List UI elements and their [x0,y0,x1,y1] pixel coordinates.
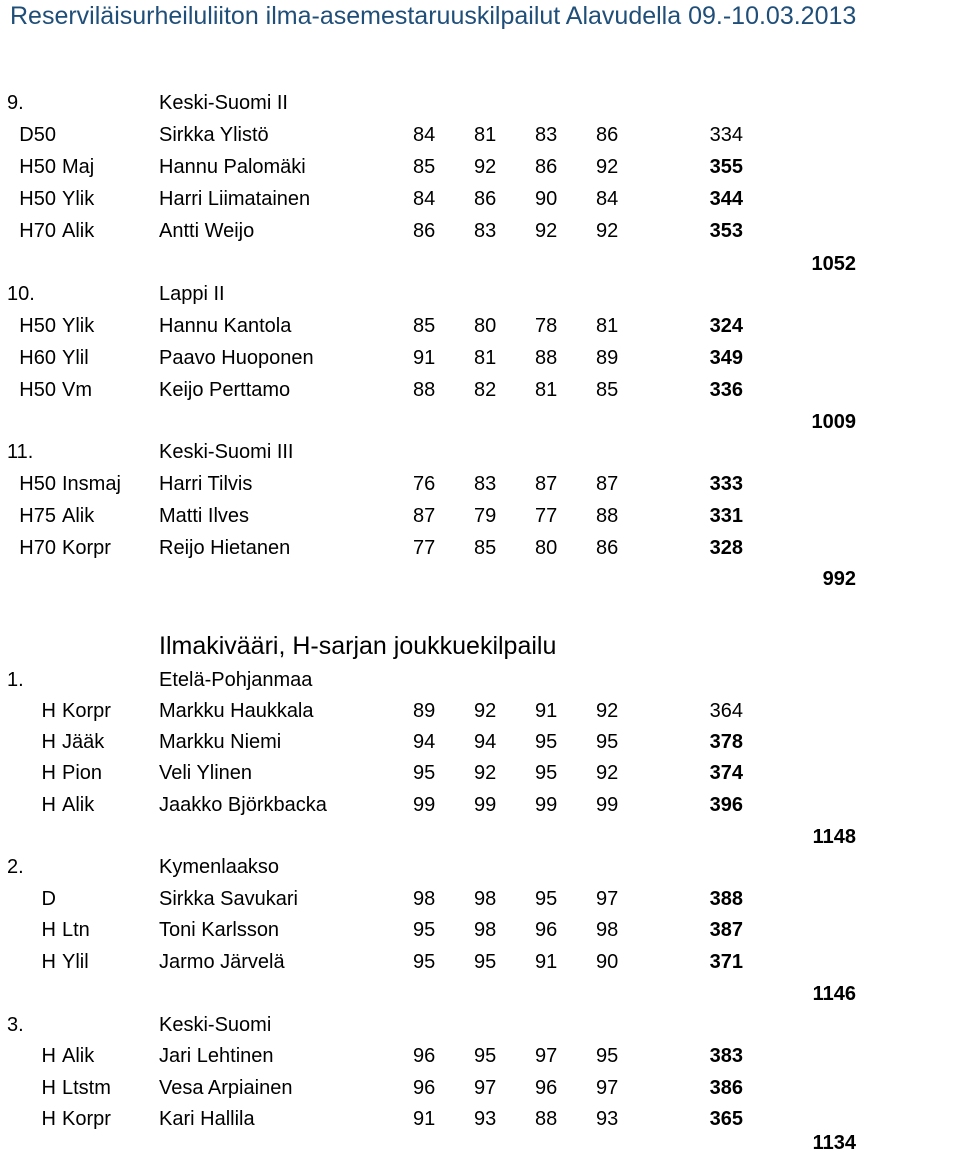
member-rank: Korpr [62,700,111,722]
series-score: 91 [413,1108,436,1130]
series-score: 91 [413,347,436,369]
member-name: Vesa Arpiainen [159,1077,293,1099]
member-total: 383 [709,1045,743,1067]
member-row [0,1073,960,1104]
member-row [0,343,960,374]
member-total: 374 [709,762,743,784]
team-rank: 3. [7,1014,24,1036]
team-name: Lappi II [159,283,225,305]
member-row [0,184,960,215]
member-row [0,120,960,151]
series-score: 87 [535,473,558,495]
series-score: 83 [474,220,497,242]
team-header [0,665,960,696]
series-score: 86 [596,537,619,559]
series-score: 95 [474,1045,497,1067]
member-row [0,947,960,978]
member-name: Toni Karlsson [159,919,280,941]
series-score: 80 [535,537,558,559]
member-class: H50 [19,379,56,401]
series-score: 97 [535,1045,558,1067]
team-rank: 10. [7,283,35,305]
member-class: H [41,951,56,973]
series-score: 95 [413,762,436,784]
member-class: D [41,888,56,910]
member-rank: Ltstm [62,1077,111,1099]
team-sum: 1134 [812,1132,856,1154]
team-name: Keski-Suomi [159,1014,272,1036]
member-total: 387 [709,919,743,941]
series-score: 87 [413,505,436,527]
member-rank: Alik [62,220,95,242]
series-score: 83 [474,473,497,495]
member-name: Veli Ylinen [159,762,253,784]
member-rank: Ltn [62,919,90,941]
team-header [0,1010,960,1041]
series-score: 99 [413,794,436,816]
team-rank: 11. [7,441,34,463]
member-total: 334 [709,124,743,146]
member-rank: Vm [62,379,92,401]
series-score: 97 [596,1077,619,1099]
series-score: 96 [535,919,558,941]
member-name: Jari Lehtinen [159,1045,274,1067]
series-score: 88 [596,505,619,527]
member-name: Hannu Palomäki [159,156,306,178]
series-score: 87 [596,473,619,495]
member-name: Keijo Perttamo [159,379,291,401]
series-score: 92 [596,700,619,722]
series-score: 99 [596,794,619,816]
member-class: H50 [19,473,56,495]
member-total: 333 [709,473,743,495]
member-class: H70 [19,537,56,559]
series-score: 85 [413,156,436,178]
member-name: Markku Niemi [159,731,282,753]
member-rank: Alik [62,505,95,527]
series-score: 88 [413,379,436,401]
member-rank: Ylik [62,315,95,337]
series-score: 96 [413,1077,436,1099]
series-score: 94 [474,731,497,753]
member-total: 353 [709,220,743,242]
member-name: Harri Tilvis [159,473,253,495]
member-row [0,1041,960,1072]
series-score: 92 [596,156,619,178]
member-class: H [41,919,56,941]
member-class: H70 [19,220,56,242]
team-sum: 992 [822,568,856,590]
member-name: Reijo Hietanen [159,537,291,559]
series-score: 98 [474,888,497,910]
series-score: 96 [413,1045,436,1067]
member-class: H [41,794,56,816]
member-rank: Korpr [62,1108,111,1130]
series-score: 92 [474,156,497,178]
member-name: Sirkka Savukari [159,888,298,910]
member-rank: Jääk [62,731,105,753]
series-score: 95 [535,731,558,753]
series-score: 81 [474,124,497,146]
member-total: 328 [709,537,743,559]
series-score: 86 [535,156,558,178]
member-row [0,152,960,183]
series-score: 77 [535,505,558,527]
member-rank: Ylik [62,188,95,210]
section-heading: Ilmakivääri, H-sarjan joukkuekilpailu [159,632,557,660]
series-score: 92 [474,762,497,784]
series-score: 81 [596,315,619,337]
series-score: 78 [535,315,558,337]
member-rank: Alik [62,1045,95,1067]
team-rank: 1. [7,669,24,691]
member-row [0,790,960,821]
series-score: 91 [535,951,558,973]
member-class: H [41,1108,56,1130]
member-rank: Ylil [62,347,89,369]
member-total: 355 [709,156,743,178]
member-total: 386 [709,1077,743,1099]
series-score: 90 [596,951,619,973]
series-score: 89 [413,700,436,722]
member-total: 396 [709,794,743,816]
series-score: 95 [535,888,558,910]
series-score: 92 [535,220,558,242]
member-name: Sirkka Ylistö [159,124,269,146]
series-score: 90 [535,188,558,210]
series-score: 88 [535,1108,558,1130]
member-row [0,915,960,946]
member-class: H50 [19,188,56,210]
member-row [0,501,960,532]
series-score: 98 [413,888,436,910]
series-score: 95 [413,951,436,973]
team-name: Kymenlaakso [159,856,280,878]
series-score: 96 [535,1077,558,1099]
member-class: H75 [19,505,56,527]
member-total: 349 [709,347,743,369]
member-total: 388 [709,888,743,910]
series-score: 84 [413,124,436,146]
series-score: 80 [474,315,497,337]
team-name: Keski-Suomi II [159,92,288,114]
member-rank: Maj [62,156,95,178]
team-rank: 2. [7,856,24,878]
series-score: 98 [474,919,497,941]
team-header [0,279,960,310]
series-score: 93 [596,1108,619,1130]
team-sum: 1146 [812,983,856,1005]
member-rank: Alik [62,794,95,816]
member-class: H60 [19,347,56,369]
team-sum: 1148 [812,826,856,848]
member-total: 344 [709,188,743,210]
member-rank: Korpr [62,537,111,559]
series-score: 84 [413,188,436,210]
series-score: 85 [596,379,619,401]
member-class: H [41,762,56,784]
series-score: 94 [413,731,436,753]
member-total: 365 [709,1108,743,1130]
series-score: 95 [413,919,436,941]
series-score: 92 [596,762,619,784]
member-class: H [41,700,56,722]
member-class: H [41,1045,56,1067]
member-row [0,311,960,342]
series-score: 93 [474,1108,497,1130]
team-sum: 1052 [811,253,856,275]
series-score: 89 [596,347,619,369]
series-score: 92 [474,700,497,722]
member-class: H [41,1077,56,1099]
member-rank: Ylil [62,951,89,973]
series-score: 91 [535,700,558,722]
member-row [0,884,960,915]
team-sum: 1009 [811,411,856,433]
member-total: 324 [709,315,743,337]
member-class: D50 [19,124,56,146]
member-class: H [41,731,56,753]
member-name: Jaakko Björkbacka [159,794,327,816]
member-row [0,696,960,727]
member-row [0,758,960,789]
series-score: 85 [474,537,497,559]
series-score: 86 [413,220,436,242]
member-name: Markku Haukkala [159,700,314,722]
member-name: Paavo Huoponen [159,347,314,369]
series-score: 95 [474,951,497,973]
series-score: 95 [596,731,619,753]
series-score: 97 [474,1077,497,1099]
series-score: 77 [413,537,436,559]
series-score: 81 [535,379,558,401]
series-score: 98 [596,919,619,941]
member-name: Harri Liimatainen [159,188,311,210]
series-score: 86 [596,124,619,146]
member-name: Antti Weijo [159,220,255,242]
member-row [0,727,960,758]
member-total: 371 [709,951,743,973]
series-score: 76 [413,473,436,495]
member-name: Hannu Kantola [159,315,292,337]
series-score: 97 [596,888,619,910]
series-score: 86 [474,188,497,210]
series-score: 83 [535,124,558,146]
member-rank: Insmaj [62,473,121,495]
series-score: 81 [474,347,497,369]
team-rank: 9. [7,92,24,114]
member-total: 336 [709,379,743,401]
member-total: 378 [709,731,743,753]
series-score: 82 [474,379,497,401]
series-score: 92 [596,220,619,242]
team-name: Keski-Suomi III [159,441,294,463]
series-score: 88 [535,347,558,369]
member-name: Matti Ilves [159,505,250,527]
member-total: 331 [709,505,743,527]
member-row [0,533,960,564]
member-total: 364 [709,700,743,722]
member-name: Kari Hallila [159,1108,255,1130]
series-score: 99 [535,794,558,816]
series-score: 84 [596,188,619,210]
team-header [0,437,960,468]
document-title: Reserviläisurheiluliiton ilma-asemestaruuskilpailut Alavudella 09.-10.03.2013 [10,2,857,30]
team-name: Etelä-Pohjanmaa [159,669,313,691]
series-score: 95 [596,1045,619,1067]
series-score: 85 [413,315,436,337]
member-class: H50 [19,315,56,337]
team-header [0,852,960,883]
member-row [0,216,960,247]
member-row [0,375,960,406]
series-score: 95 [535,762,558,784]
series-score: 79 [474,505,497,527]
member-name: Jarmo Järvelä [159,951,285,973]
member-row [0,469,960,500]
team-header [0,88,960,119]
series-score: 99 [474,794,497,816]
member-rank: Pion [62,762,103,784]
member-class: H50 [19,156,56,178]
